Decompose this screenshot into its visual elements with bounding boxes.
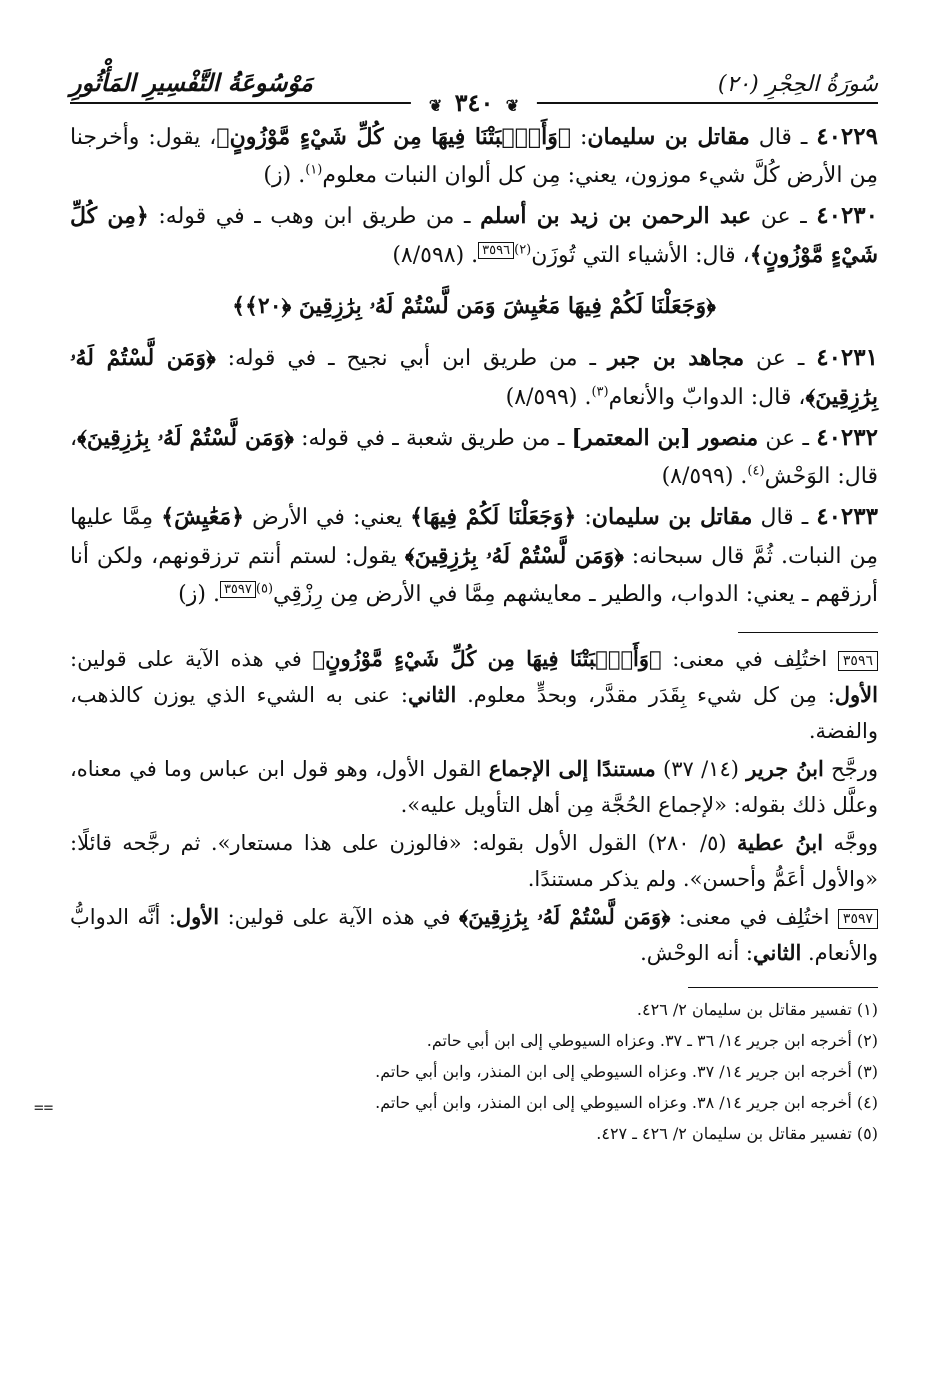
- entry-40233: [70, 498, 878, 614]
- quran-quote: ﴿مِن كُلِّ شَيْءٍ مَّوْزُونٍ﴾: [70, 203, 878, 268]
- entry-40230: [70, 197, 878, 275]
- entry-text: ـ عن: [751, 204, 817, 229]
- note-ref-badge: ٣٥٩٧: [838, 909, 878, 929]
- note-paragraph-ibn-atiyya: [70, 825, 878, 897]
- page-number-box: [411, 88, 537, 117]
- footnote-marker[interactable]: (٤): [747, 463, 765, 479]
- entry-tail: . (٨/٥٩٨): [392, 243, 479, 268]
- scholar-name: ابنُ عطية: [736, 830, 824, 855]
- entry-text: ـ عن: [744, 346, 817, 371]
- entry-40232: [70, 419, 878, 496]
- entry-text: ، قال: الأشياء التي تُوزَن: [531, 243, 750, 268]
- entry-text: ـ من طريق شعبة ـ في قوله:: [293, 426, 572, 451]
- note-text: ورجَّح: [823, 757, 878, 781]
- note-paragraph-ibn-jarir: [70, 751, 878, 823]
- ayah-heading: ﴿وَجَعَلْنَا لَكُمْ فِيهَا مَعَٰيِشَ وَمَن لَّسْتُمْ لَهُۥ بِرَٰزِقِينَ ﴿٢٠﴾﴾: [232, 293, 716, 319]
- commentary-ref-badge[interactable]: ٣٥٩٧: [220, 581, 256, 598]
- opinion-first-label: الأول: [834, 682, 878, 707]
- note-text: : أنه الوحْش.: [640, 941, 753, 965]
- entry-text: ، قال: الوَحْش: [70, 426, 878, 489]
- footnote-item: (٣) أخرجه ابن جرير ١٤/ ٣٧. وعزاه السيوطي إلى ابن المنذر، وابن أبي حاتم.: [375, 1062, 878, 1081]
- continuation-mark: ==: [34, 1098, 54, 1117]
- narrator-name: عبد الرحمن بن زيد بن أسلم: [480, 203, 752, 229]
- entry-text: مِمَّا عليها مِن النبات. ثُمَّ قال سبحانه:: [70, 505, 878, 569]
- page-number: ٣٤٠: [454, 88, 494, 117]
- note-text: في هذه الآية على قولين:: [70, 647, 313, 671]
- entry-40229: [70, 118, 878, 195]
- footnote-marker[interactable]: (٢): [514, 242, 532, 258]
- opinion-second-label: الثاني: [752, 940, 802, 965]
- entry-text: يقول: لستم أنتم ترزقونهم، ولكن أنا أرزقهم ـ يعني: الدواب، والطير ـ معايشهم مِمَّا في الأرض مِن رِزْقِي: [70, 544, 878, 607]
- entry-number: ٤٠٢٣٠: [816, 202, 879, 229]
- ornament-icon: ❦: [505, 96, 520, 115]
- footnote-marker[interactable]: (١): [305, 162, 323, 178]
- note-text: ووجَّه: [823, 831, 878, 855]
- quran-quote: ﴿وَأَنْۢبَتْنَا فِيهَا مِن كُلِّ شَيْءٍ مَّوْزُونٍ﴾: [216, 124, 572, 150]
- narrator-name: منصور [بن المعتمر]: [571, 425, 759, 451]
- page: [70, 60, 878, 1360]
- note-ref-badge: ٣٥٩٦: [838, 651, 878, 671]
- entry-text: ـ من طريق ابن أبي نجيح ـ في قوله:: [215, 346, 608, 371]
- entry-tail: . (ز): [263, 163, 306, 188]
- entry-text: :: [576, 505, 592, 530]
- entry-text: ـ قال: [749, 125, 817, 150]
- quran-quote: ﴿مَعَٰيِشَ﴾: [161, 504, 245, 530]
- entry-text: ـ عن: [758, 426, 817, 451]
- surah-heading: سُورَةُ الحِجْرِ (٢٠): [717, 72, 878, 97]
- entry-40231: [70, 339, 878, 417]
- commentary-ref-badge[interactable]: ٣٥٩٦: [478, 242, 514, 259]
- narrator-name: مقاتل بن سليمان: [591, 504, 753, 530]
- footnote-marker[interactable]: (٣): [591, 384, 609, 400]
- footnote-item: (٢) أخرجه ابن جرير ١٤/ ٣٦ ـ ٣٧. وعزاه السيوطي إلى ابن أبي حاتم.: [426, 1031, 878, 1050]
- quran-quote: ﴿وَمَن لَّسْتُمْ لَهُۥ بِرَٰزِقِينَ﴾: [70, 345, 878, 410]
- quran-quote: ﴿وَأَنْۢبَتْنَا فِيهَا مِن كُلِّ شَيْءٍ مَّوْزُونٍ﴾: [312, 646, 662, 671]
- quran-quote: ﴿وَمَن لَّسْتُمْ لَهُۥ بِرَٰزِقِينَ﴾: [77, 425, 294, 451]
- entry-text: ، قال: الدوابّ والأنعام: [608, 385, 806, 410]
- scholar-name: ابنُ جرير: [746, 756, 824, 781]
- entry-tail: . (٨/٥٩٩): [505, 385, 592, 410]
- note-text: : أنَّه الدوابُّ والأنعام.: [70, 905, 878, 965]
- note-text: اختُلِف في معنى:: [670, 905, 838, 929]
- footnotes-separator: [688, 987, 878, 988]
- entry-text: ـ من طريق ابن وهب ـ في قوله:: [148, 204, 481, 229]
- book-title: مَوْسُوعَةُ التَّفْسِيرِ المَأْثُورِ: [70, 68, 313, 97]
- footnotes: [70, 994, 878, 1149]
- note-text: القول الأول، وهو قول ابن عباس وما في معناه، وعلَّل ذلك بقوله: «لإجماع الحُجَّة مِن أهل التأويل عليه».: [70, 757, 878, 817]
- note-text: اختُلِف في معنى:: [661, 647, 838, 671]
- entry-text: يعني: في الأرض: [244, 505, 411, 530]
- opinion-first-label: الأول: [175, 904, 220, 929]
- opinion-second-label: الثاني: [407, 682, 457, 707]
- entry-text: ـ قال: [752, 505, 817, 530]
- quran-quote: ﴿وَمَن لَّسْتُمْ لَهُۥ بِرَٰزِقِينَ﴾: [404, 543, 624, 569]
- note-3596: [70, 641, 878, 749]
- entry-number: ٤٠٢٣٣: [816, 503, 878, 530]
- ornament-icon: ❦: [428, 96, 443, 115]
- note-text: (٥/ ٢٨٠) القول الأول بقوله: «فالوزن على هذا مستعار». ثم رجَّحه قائلًا: «والأول أعَمُّ وأحسن». ولم يذكر مستندًا.: [70, 831, 878, 891]
- entry-number: ٤٠٢٣٢: [816, 424, 878, 451]
- footnote-item: (٥) تفسير مقاتل بن سليمان ٢/ ٤٢٦ ـ ٤٢٧.: [596, 1124, 878, 1143]
- quran-quote: ﴿وَجَعَلْنَا لَكُمْ فِيهَا﴾: [410, 504, 577, 530]
- page-header: [70, 60, 878, 118]
- note-bold-phrase: مستندًا إلى الإجماع: [488, 756, 656, 781]
- note-text: : مِن كل شيء بِقَدَر مقدَّر، وبحدٍّ معلوم.: [456, 683, 835, 707]
- entry-number: ٤٠٢٢٩: [816, 123, 878, 150]
- note-3597: [70, 899, 878, 971]
- entry-number: ٤٠٢٣١: [816, 344, 878, 371]
- narrator-name: مقاتل بن سليمان: [587, 124, 750, 150]
- entry-text: ، يقول: وأخرجنا مِن الأرض كُلَّ شيء موزون، يعني: مِن كل ألوان النبات معلوم: [70, 125, 878, 188]
- quran-quote: ﴿وَمَن لَّسْتُمْ لَهُۥ بِرَٰزِقِينَ﴾: [458, 904, 671, 929]
- note-text: (١٤/ ٣٧): [655, 757, 747, 781]
- note-text: في هذه الآية على قولين:: [219, 905, 459, 929]
- entry-tail: . (٨/٥٩٩): [661, 464, 748, 489]
- footnote-item: (١) تفسير مقاتل بن سليمان ٢/ ٤٢٦.: [636, 1000, 878, 1019]
- entry-text: :: [571, 125, 588, 150]
- entry-tail: . (ز): [178, 582, 220, 607]
- footnote-item: (٤) أخرجه ابن جرير ١٤/ ٣٨. وعزاه السيوطي إلى ابن المنذر، وابن أبي حاتم.: [375, 1093, 878, 1112]
- note-text: : عنى به الشيء الذي يوزن كالذهب، والفضة.: [70, 683, 878, 743]
- narrator-name: مجاهد بن جبر: [607, 345, 745, 371]
- commentary-notes: [70, 641, 878, 971]
- notes-separator: [738, 632, 878, 633]
- footnote-marker[interactable]: (٥): [255, 581, 274, 597]
